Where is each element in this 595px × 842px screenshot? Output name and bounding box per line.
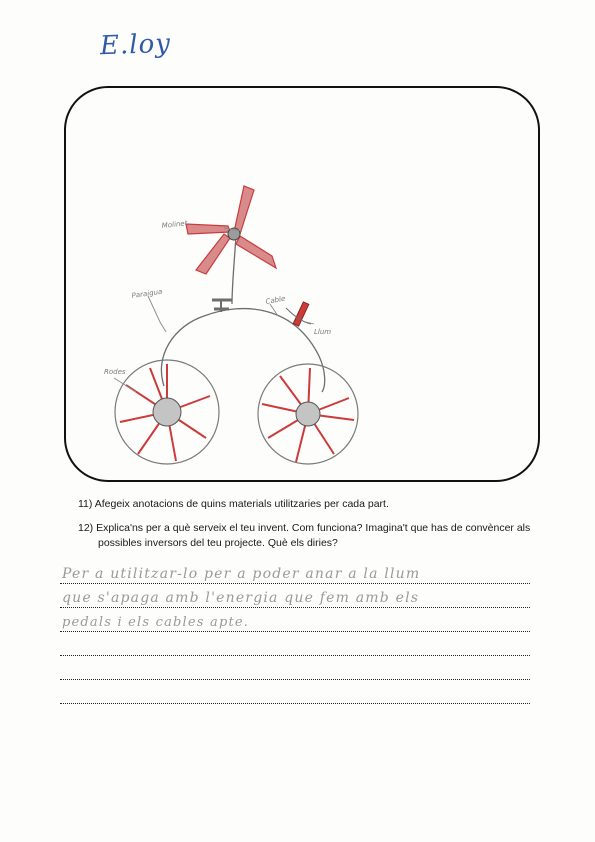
windmill-pole: [232, 236, 236, 304]
answer-line[interactable]: [60, 584, 530, 608]
answer-line[interactable]: [60, 608, 530, 632]
student-name: E.loy: [99, 28, 172, 62]
label-windmill: Molinet: [161, 219, 188, 230]
label-body: Paraigua: [131, 287, 163, 300]
windmill: [186, 186, 276, 274]
label-light: Llum: [314, 328, 332, 336]
answer-line[interactable]: [60, 560, 530, 584]
label-cable: Cable: [264, 294, 286, 306]
seat-stem: [212, 300, 232, 312]
invention-drawing: [64, 86, 540, 482]
answer-area[interactable]: [60, 560, 530, 704]
label-wheels: Rodes: [104, 368, 126, 376]
handwritten-text: pedals i els cables apte.: [62, 615, 250, 630]
question-11: 11) Afegeix anotacions de quins materials utilitzaries per cada part.: [78, 498, 389, 510]
answer-line[interactable]: [60, 656, 530, 680]
left-wheel: [115, 360, 219, 464]
right-wheel: [258, 364, 358, 464]
handwritten-text: Per a utilitzar-lo per a poder anar a la llum: [62, 566, 421, 582]
answer-line[interactable]: [60, 632, 530, 656]
handwritten-text: que s'apaga amb l'energia que fem amb els: [62, 590, 420, 606]
question-12-line1: 12) Explica'ns per a què serveix el teu invent. Com funciona? Imagina't que has de convèncer als: [78, 522, 531, 534]
answer-line[interactable]: [60, 680, 530, 704]
question-12-line2: possibles inversors del teu projecte. Què els diries?: [98, 537, 338, 549]
question-12: [78, 521, 548, 551]
